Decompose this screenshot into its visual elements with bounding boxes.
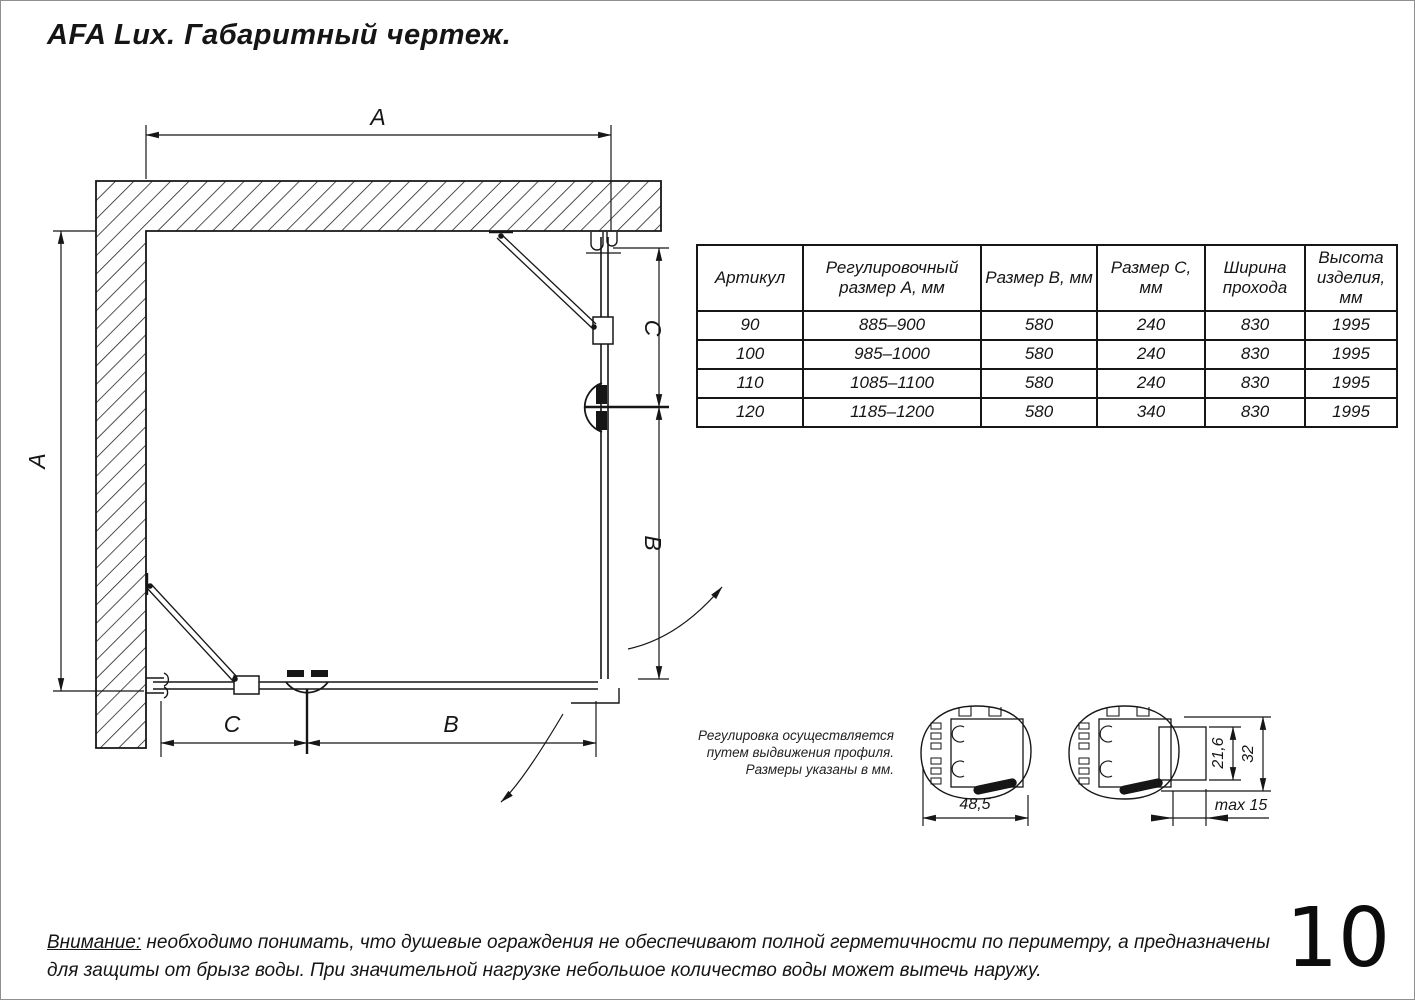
- cell-size-a: 985–1000: [803, 340, 981, 369]
- dimension-48-5: [923, 767, 1028, 826]
- support-brace-top: [489, 232, 597, 330]
- profile-section-extended: [1069, 706, 1206, 799]
- dim-max-15-label: max 15: [1214, 797, 1268, 814]
- cell-height: 1995: [1305, 340, 1397, 369]
- dim-c-right-label: C: [640, 319, 666, 337]
- table-row: [697, 369, 1397, 398]
- front-panel: [146, 673, 619, 703]
- cell-article: 100: [697, 340, 803, 369]
- cell-size-a: 885–900: [803, 311, 981, 340]
- cell-size-b: 580: [981, 398, 1097, 427]
- warning-line-1-rest: необходимо понимать, что душевые ограждения не обеспечивают полной герметичности по периметру, а предназначены: [141, 932, 1270, 953]
- dimension-b-bottom: [307, 701, 596, 757]
- cell-passage: 830: [1205, 340, 1305, 369]
- dim-48-5-label: 48,5: [959, 796, 991, 813]
- cell-article: 120: [697, 398, 803, 427]
- warning-line-1: [47, 929, 1277, 957]
- cell-passage: 830: [1205, 369, 1305, 398]
- table-row: [697, 398, 1397, 427]
- dim-a-left-label: A: [24, 453, 50, 469]
- dimension-21-6: [1209, 727, 1241, 780]
- warning-text: [47, 929, 1277, 984]
- adjustment-note-line: путем выдвижения профиля.: [706, 745, 894, 760]
- page-title: AFA Lux. Габаритный чертеж.: [47, 19, 512, 51]
- cell-size-c: 240: [1097, 369, 1205, 398]
- spec-table: [696, 244, 1398, 428]
- cell-height: 1995: [1305, 398, 1397, 427]
- cell-size-b: 580: [981, 340, 1097, 369]
- dim-32-label: 32: [1240, 745, 1257, 763]
- cell-size-a: 1085–1100: [803, 369, 981, 398]
- col-header-size-a: Регулировочный размер А, мм: [803, 245, 981, 311]
- cell-size-c: 240: [1097, 340, 1205, 369]
- cell-height: 1995: [1305, 311, 1397, 340]
- adjustment-note: [687, 727, 894, 778]
- col-header-size-b: Размер В, мм: [981, 245, 1097, 311]
- dim-c-bottom-label: C: [223, 711, 241, 737]
- profile-section-closed: [921, 706, 1031, 799]
- cell-passage: 830: [1205, 398, 1305, 427]
- adjustment-note-line: Регулировка осуществляется: [698, 728, 894, 743]
- col-header-height: Высота изделия, мм: [1305, 245, 1397, 311]
- cell-article: 110: [697, 369, 803, 398]
- dim-21-6-label: 21,6: [1210, 737, 1227, 769]
- cell-size-b: 580: [981, 369, 1097, 398]
- cell-size-c: 340: [1097, 398, 1205, 427]
- warning-line-2: для защиты от брызг воды. При значительной нагрузке небольшое количество воды может вытечь наружу.: [47, 959, 1042, 981]
- warning-label: Внимание:: [47, 932, 142, 953]
- cell-height: 1995: [1305, 369, 1397, 398]
- col-header-article: Артикул: [697, 245, 803, 311]
- cell-passage: 830: [1205, 311, 1305, 340]
- table-row: [697, 311, 1397, 340]
- col-header-passage: Ширина прохода: [1205, 245, 1305, 311]
- dim-a-top-label: A: [370, 104, 386, 130]
- support-brace-bottom: [147, 573, 238, 682]
- dimension-max-15: [1151, 789, 1269, 826]
- cell-size-b: 580: [981, 311, 1097, 340]
- cell-size-c: 240: [1097, 311, 1205, 340]
- technical-drawing-canvas: [1, 1, 1414, 999]
- page-number: 10: [1285, 891, 1391, 986]
- col-header-size-c: Размер С, мм: [1097, 245, 1205, 311]
- dim-b-right-label: B: [640, 535, 666, 551]
- cell-article: 90: [697, 311, 803, 340]
- table-row: [697, 340, 1397, 369]
- walls: [96, 181, 661, 748]
- dim-b-bottom-label: B: [443, 711, 459, 737]
- table-header-row: [697, 245, 1397, 311]
- dimension-c-right: [613, 248, 669, 407]
- adjustment-note-line: Размеры указаны в мм.: [745, 762, 894, 777]
- cell-size-a: 1185–1200: [803, 398, 981, 427]
- side-panel: [586, 232, 621, 679]
- side-hinge: [584, 383, 669, 432]
- dimension-c-bottom: [161, 701, 307, 757]
- dimension-b-right: [638, 407, 669, 679]
